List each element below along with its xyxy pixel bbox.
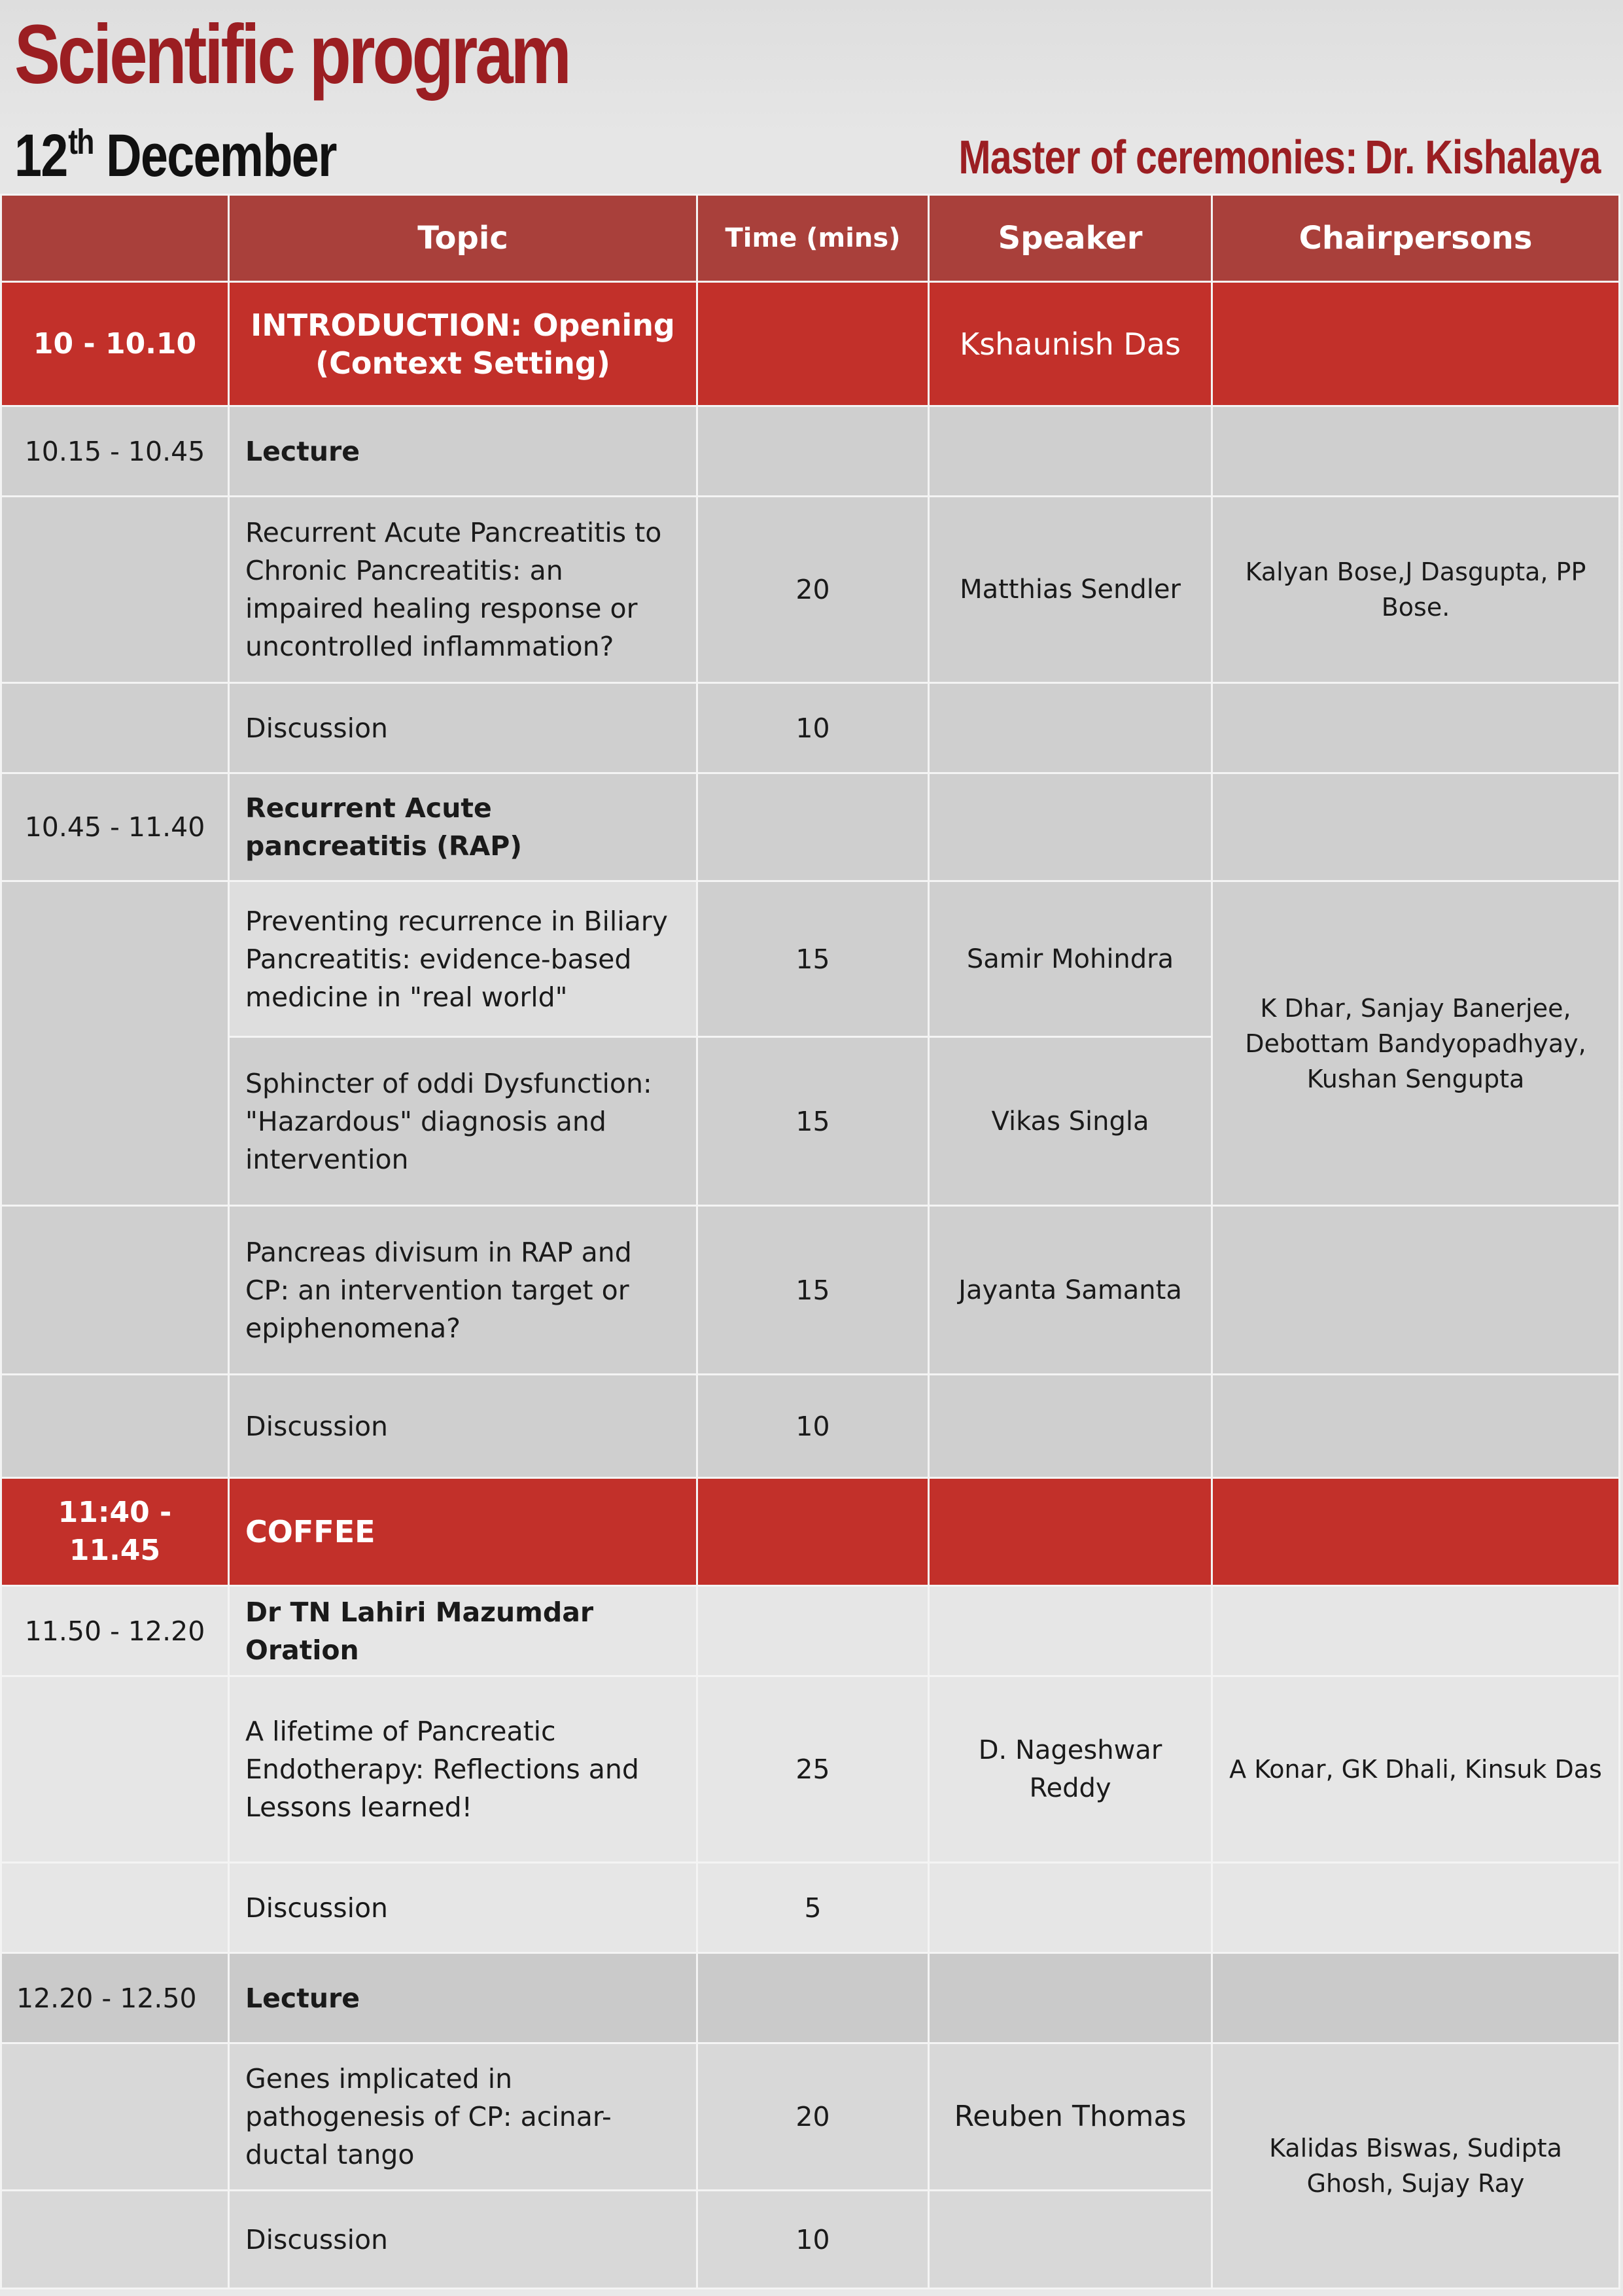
chairpersons: Kalidas Biswas, Sudipta Ghosh, Sujay Ray xyxy=(1212,2043,1620,2289)
master-of-ceremonies xyxy=(958,132,1601,184)
time-slot xyxy=(1,881,229,1206)
column-header-chairpersons: Chairpersons xyxy=(1212,195,1620,282)
time-slot: 11.50 - 12.20 xyxy=(1,1586,229,1676)
chairpersons xyxy=(1212,406,1620,497)
table-row xyxy=(1,1478,1620,1586)
chairpersons xyxy=(1212,1375,1620,1478)
minutes xyxy=(697,773,929,881)
topic: Preventing recurrence in Biliary Pancreatitis: evidence-based medicine in "real world" xyxy=(229,881,697,1037)
topic: Discussion xyxy=(229,2191,697,2289)
topic: Recurrent Acute pancreatitis (RAP) xyxy=(229,773,697,881)
chairpersons xyxy=(1212,1586,1620,1676)
minutes: 15 xyxy=(697,1206,929,1375)
chairpersons: A Konar, GK Dhali, Kinsuk Das xyxy=(1212,1676,1620,1863)
time-slot: 10.45 - 11.40 xyxy=(1,773,229,881)
topic: Discussion xyxy=(229,683,697,773)
table-row xyxy=(1,406,1620,497)
time-slot xyxy=(1,1375,229,1478)
column-header-topic: Topic xyxy=(229,195,697,282)
topic: Recurrent Acute Pancreatitis to Chronic Pancreatitis: an impaired healing response or uncontrolled inflammation? xyxy=(229,497,697,683)
topic: INTRODUCTION: Opening (Context Setting) xyxy=(229,282,697,406)
chairpersons xyxy=(1212,683,1620,773)
speaker xyxy=(929,773,1212,881)
table-row xyxy=(1,1676,1620,1863)
program-table xyxy=(0,194,1620,2289)
time-slot xyxy=(1,2043,229,2191)
speaker xyxy=(929,1586,1212,1676)
speaker: Vikas Singla xyxy=(929,1037,1212,1206)
mc-name: Dr. Kishalaya xyxy=(1365,132,1601,184)
chairpersons xyxy=(1212,773,1620,881)
topic: Lecture xyxy=(229,406,697,497)
topic: Pancreas divisum in RAP and CP: an intervention target or epiphenomena? xyxy=(229,1206,697,1375)
minutes: 10 xyxy=(697,1375,929,1478)
topic: COFFEE xyxy=(229,1478,697,1586)
minutes xyxy=(697,1586,929,1676)
table-row xyxy=(1,497,1620,683)
speaker: Kshaunish Das xyxy=(929,282,1212,406)
chairpersons xyxy=(1212,1206,1620,1375)
minutes: 10 xyxy=(697,2191,929,2289)
table-row xyxy=(1,1863,1620,1953)
chairpersons xyxy=(1212,282,1620,406)
table-row xyxy=(1,1206,1620,1375)
chairpersons: K Dhar, Sanjay Banerjee, Debottam Bandyopadhyay, Kushan Sengupta xyxy=(1212,881,1620,1206)
program-date xyxy=(14,122,336,189)
speaker xyxy=(929,683,1212,773)
time-slot: 10 - 10.10 xyxy=(1,282,229,406)
minutes xyxy=(697,406,929,497)
topic: Lecture xyxy=(229,1953,697,2043)
table-row xyxy=(1,881,1620,1037)
minutes xyxy=(697,1953,929,2043)
time-slot: 10.15 - 10.45 xyxy=(1,406,229,497)
minutes: 20 xyxy=(697,2043,929,2191)
minutes: 15 xyxy=(697,881,929,1037)
speaker xyxy=(929,1375,1212,1478)
chairpersons xyxy=(1212,1863,1620,1953)
time-slot: 11:40 - 11.45 xyxy=(1,1478,229,1586)
table-row xyxy=(1,773,1620,881)
topic: Genes implicated in pathogenesis of CP: acinar-ductal tango xyxy=(229,2043,697,2191)
speaker xyxy=(929,2191,1212,2289)
table-row xyxy=(1,1375,1620,1478)
topic: Discussion xyxy=(229,1863,697,1953)
column-header-time-mins: Time (mins) xyxy=(697,195,929,282)
minutes: 25 xyxy=(697,1676,929,1863)
column-header-time-slot xyxy=(1,195,229,282)
speaker xyxy=(929,1953,1212,2043)
minutes: 20 xyxy=(697,497,929,683)
table-row xyxy=(1,1953,1620,2043)
topic: Discussion xyxy=(229,1375,697,1478)
page-title: Scientific program xyxy=(14,8,569,101)
table-row xyxy=(1,2043,1620,2191)
time-slot xyxy=(1,1206,229,1375)
time-slot xyxy=(1,1676,229,1863)
speaker: D. Nageshwar Reddy xyxy=(929,1676,1212,1863)
table-header-row xyxy=(1,195,1620,282)
minutes xyxy=(697,1478,929,1586)
date-number: 12 xyxy=(14,122,67,189)
table-row xyxy=(1,683,1620,773)
speaker xyxy=(929,1478,1212,1586)
speaker: Samir Mohindra xyxy=(929,881,1212,1037)
mc-label: Master of ceremonies: xyxy=(958,132,1358,184)
speaker xyxy=(929,1863,1212,1953)
chairpersons xyxy=(1212,1478,1620,1586)
speaker: Matthias Sendler xyxy=(929,497,1212,683)
minutes xyxy=(697,282,929,406)
time-slot xyxy=(1,2191,229,2289)
date-month: December xyxy=(106,122,336,189)
column-header-speaker: Speaker xyxy=(929,195,1212,282)
time-slot: 12.20 - 12.50 xyxy=(1,1953,229,2043)
chairpersons xyxy=(1212,1953,1620,2043)
table-row xyxy=(1,282,1620,406)
topic: Sphincter of oddi Dysfunction: "Hazardous" diagnosis and intervention xyxy=(229,1037,697,1206)
minutes: 10 xyxy=(697,683,929,773)
topic: A lifetime of Pancreatic Endotherapy: Reflections and Lessons learned! xyxy=(229,1676,697,1863)
minutes: 5 xyxy=(697,1863,929,1953)
speaker: Reuben Thomas xyxy=(929,2043,1212,2191)
topic: Dr TN Lahiri Mazumdar Oration xyxy=(229,1586,697,1676)
time-slot xyxy=(1,1863,229,1953)
chairpersons: Kalyan Bose,J Dasgupta, PP Bose. xyxy=(1212,497,1620,683)
minutes: 15 xyxy=(697,1037,929,1206)
time-slot xyxy=(1,683,229,773)
speaker xyxy=(929,406,1212,497)
table-row xyxy=(1,1586,1620,1676)
time-slot xyxy=(1,497,229,683)
speaker: Jayanta Samanta xyxy=(929,1206,1212,1375)
date-suffix: th xyxy=(68,122,94,162)
